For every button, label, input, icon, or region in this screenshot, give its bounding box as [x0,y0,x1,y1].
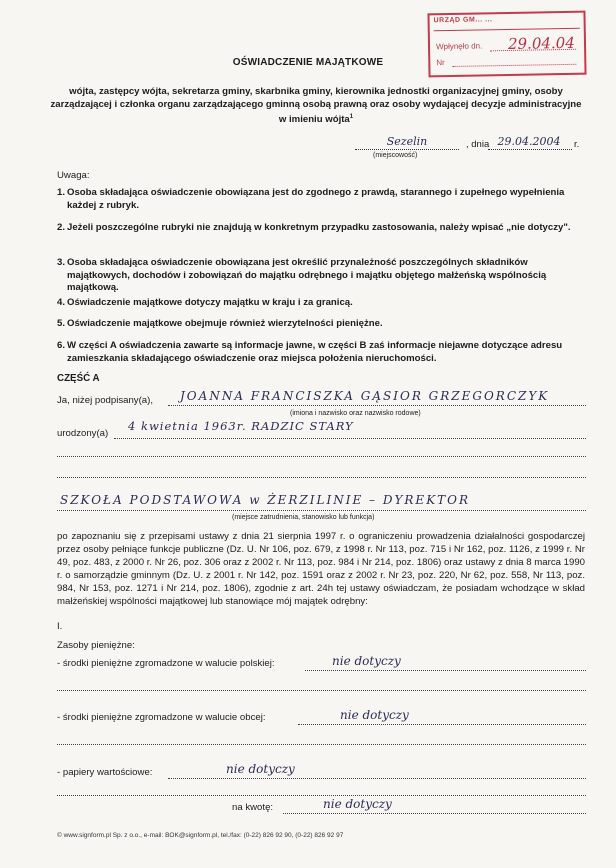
note-text: Jeżeli poszczególne rubryki nie znajdują w konkretnym przypadku zastosowania, należy wpisać „nie dotyczy". [67,222,571,233]
born-label: urodzony(a) [57,428,109,439]
note-text: Osoba składająca oświadczenie obowiązana jest do zgodnego z prawdą, starannego i zupełnego wypełnienia każdej z rubryk. [67,187,565,211]
foreign-funds-line [298,724,586,725]
stamp-header: URZĄD GM... ... [434,15,580,32]
employment-line [57,510,586,511]
note-number: 4. [57,297,66,308]
born-value: 4 kwietnia 1963r. RADZIC STARY [128,419,354,433]
note-1 [57,187,587,212]
note-text: Oświadczenie majątkowe dotyczy majątku w kraju i za granicą. [67,297,353,308]
foreign-funds-label: - środki pieniężne zgromadzone w walucie obcej: [57,712,266,723]
date-label: , dnia [466,139,490,150]
blank-line [57,744,586,745]
note-text: W części A oświadczenia zawarte są informacje jawne, w części B zaś informacje niejawne dotyczące adresu zamieszkania składającego oświadczenie oraz miejsca położenia nieruchomości. [67,340,563,364]
document-title: OŚWIADCZENIE MAJĄTKOWE [232,57,384,68]
subtitle-text: wójta, zastępcy wójta, sekretarza gminy, skarbnika gminy, kierownika jednostki organizacyjnej gminy, osoby zarządzającej i członka organu zarządzającego gminną osobą prawną oraz osoby wydającej decyzje administracyjne w imieniu wójta [50,86,582,126]
note-5 [57,318,587,331]
blank-line [57,690,586,691]
note-number: 3. [57,257,66,268]
place-value: Sezelin [386,135,428,148]
born-line [114,438,586,439]
notes-heading: Uwaga: [57,170,90,181]
pln-funds-line [305,670,586,671]
stamp-nr-label: Nr [436,58,445,68]
section-a-heading: CZĘŚĆ A [57,373,100,384]
date-value: 29.04.2004 [497,135,561,148]
employment-value: SZKOŁA PODSTAWOWA w ŻERZILINIE – DYREKTOR [60,493,471,507]
note-4 [57,297,587,310]
employment-caption: (miejsce zatrudnienia, stanowisko lub funkcja) [232,514,375,521]
stamp-received-label: Wpłynęło dn. [435,41,483,52]
securities-value: nie dotyczy [226,762,295,776]
blank-line [57,477,586,478]
blank-line [57,456,586,457]
declarant-label: Ja, niżej podpisany(a), [57,395,153,406]
note-number: 2. [57,222,66,233]
declarant-line [168,405,586,406]
securities-line [168,778,586,779]
place-line [355,149,459,150]
place-date-row [355,135,585,162]
note-text: Osoba składająca oświadczenie obowiązana jest określić przynależność poszczególnych składników majątkowych, dochodów i zobowiązań do majątku odrębnego i majątku objętego małżeńską wspólnością majątkową. [67,257,547,293]
pln-funds-label: - środki pieniężne zgromadzone w walucie polskiej: [57,658,275,669]
place-caption: (miejscowość) [373,152,418,159]
amount-label: na kwotę: [232,802,274,813]
note-number: 6. [57,340,66,351]
amount-value: nie dotyczy [323,797,392,811]
note-number: 5. [57,318,66,329]
note-2 [57,222,587,235]
note-text: Oświadczenie majątkowe obejmuje również wierzytelności pieniężne. [67,318,383,329]
section-roman-numeral: I. [57,621,63,632]
note-6 [57,340,587,365]
legal-basis-paragraph: po zapoznaniu się z przepisami ustawy z dnia 21 sierpnia 1997 r. o ograniczeniu prowadzenia działalności gospodarczej przez osoby pełniące funkcje publiczne (Dz. U. Nr 106, poz. 679, z 1998 r. Nr 113, poz. 715 i Nr 162, poz. 1126, z 1999 r. Nr 49, poz. 483, z 2000 r. Nr 26, poz. 306 oraz z 2002 r. Nr 113, poz. 984 i Nr 214, poz. 1806) oraz ustawy z dnia 8 marca 1990 r. o samorządzie gminnym (Dz. U. z 2001 r. Nr 142, poz. 1591 oraz z 2002 r. Nr 23, poz. 220, Nr 62, poz. 558, Nr 113, poz. 984, Nr 153, poz. 1271 i Nr 214, poz. 1806), zgodnie z art. 24h tej ustawy oświadczam, że posiadam wchodzące w skład małżeńskiej wspólności majątkowej lub stanowiące mój majątek odrębny: [57,531,585,607]
year-suffix: r. [574,139,580,150]
stamp-received-date: 29.04.04 [507,33,575,53]
blank-line [57,795,586,796]
footnote-mark: 1 [349,114,354,120]
note-number: 1. [57,187,66,198]
declarant-value: JOANNA FRANCISZKA GĄSIOR GRZEGORCZYK [180,389,550,403]
note-3 [57,257,587,295]
footer-publisher: © www.signform.pl Sp. z o.o., e-mail: BOK@signform.pl, tel./fax: (0-22) 826 92 90, (0-22) 826 92 97 [57,832,344,839]
document-subtitle [48,86,584,127]
date-line [488,149,572,150]
declarant-caption: (imiona i nazwisko oraz nazwisko rodowe) [290,410,421,417]
cash-resources-heading: Zasoby pieniężne: [57,640,135,651]
pln-funds-value: nie dotyczy [332,654,401,668]
foreign-funds-value: nie dotyczy [340,708,409,722]
amount-line [283,813,586,814]
securities-label: - papiery wartościowe: [57,767,153,778]
